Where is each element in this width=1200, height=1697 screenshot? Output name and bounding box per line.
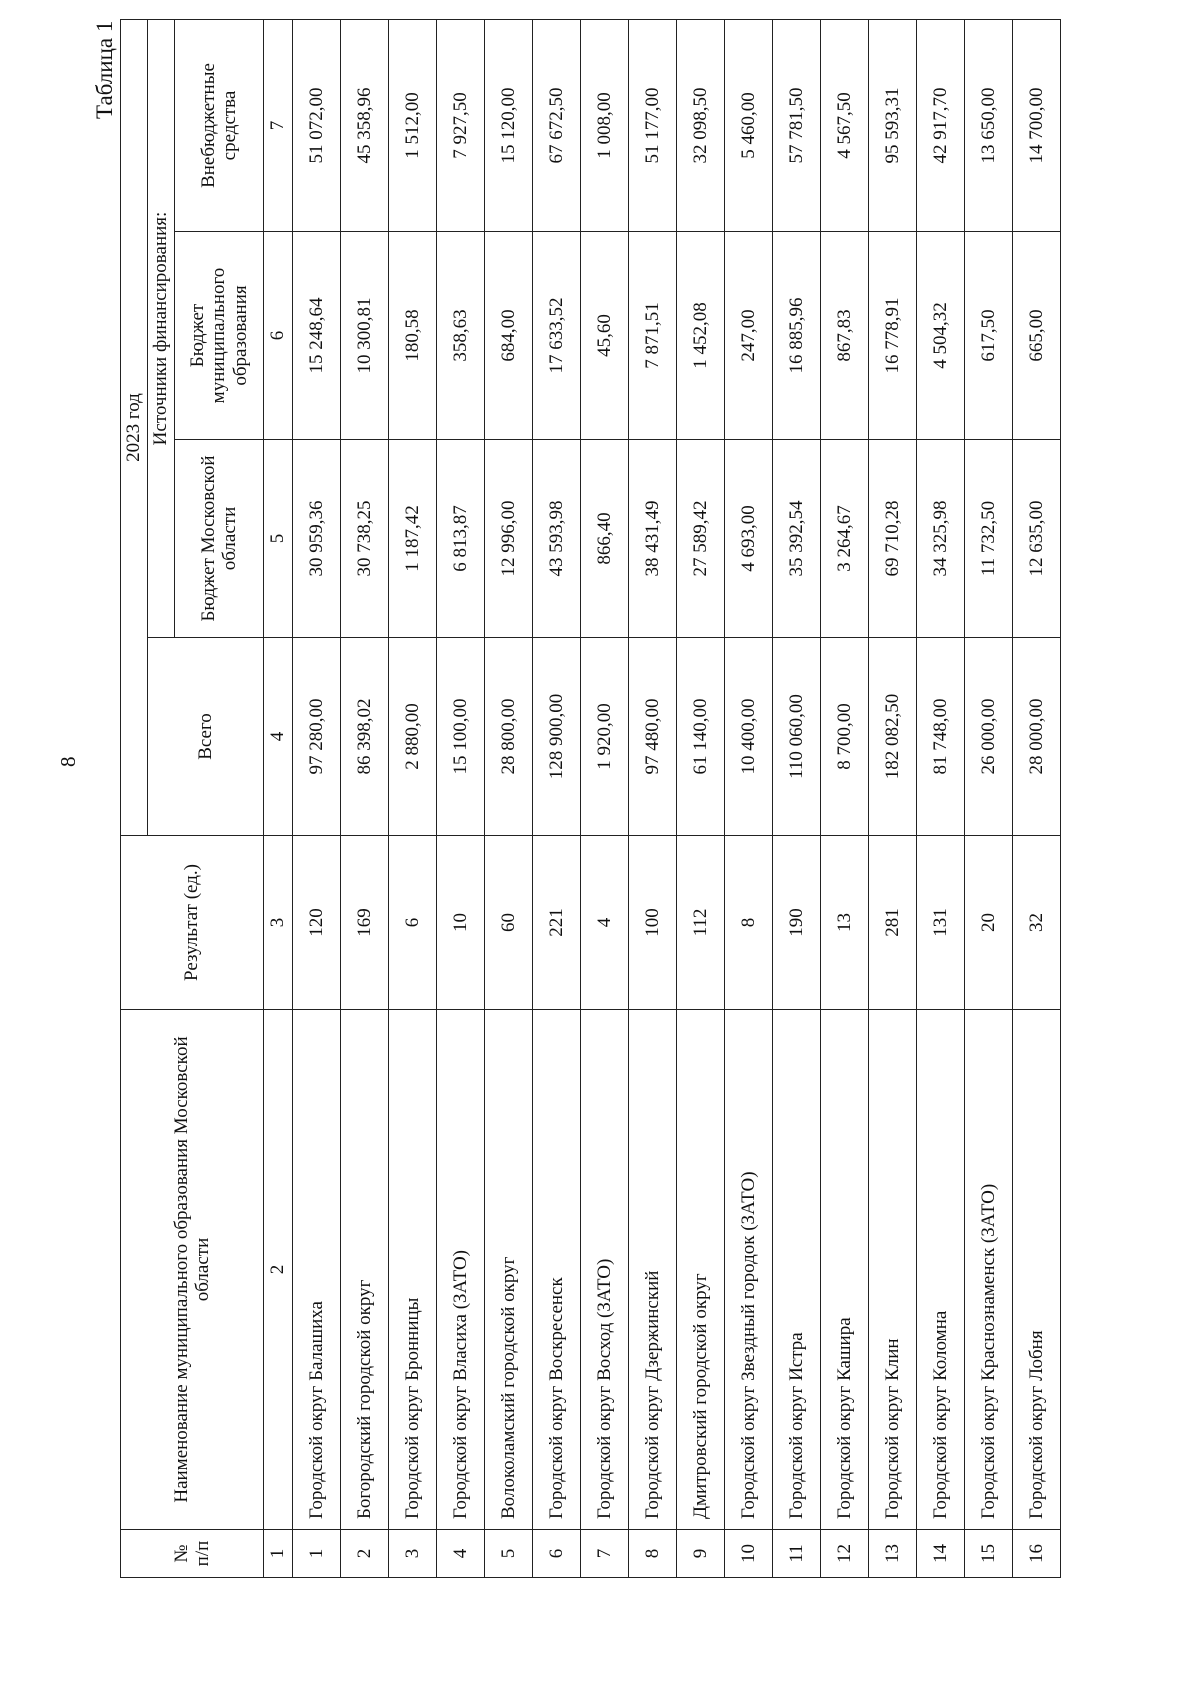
row-number: 16 xyxy=(1013,1530,1061,1578)
municipality-name: Городской округ Дзержинский xyxy=(629,1010,677,1530)
budget-mo-value: 1 187,42 xyxy=(389,440,437,638)
budget-mo-value: 35 392,54 xyxy=(773,440,821,638)
total-value: 81 748,00 xyxy=(917,638,965,836)
result-value: 221 xyxy=(533,836,581,1010)
municipality-name: Городской округ Воскресенск xyxy=(533,1010,581,1530)
table-row xyxy=(917,19,965,1577)
header-total: Всего xyxy=(148,638,264,836)
table-row xyxy=(437,19,485,1577)
result-value: 4 xyxy=(581,836,629,1010)
row-number: 1 xyxy=(293,1530,341,1578)
budget-mo-value: 69 710,28 xyxy=(869,440,917,638)
budget-mun-value: 180,58 xyxy=(389,232,437,440)
extra-value: 1 008,00 xyxy=(581,19,629,231)
budget-mun-value: 4 504,32 xyxy=(917,232,965,440)
budget-mo-value: 30 959,36 xyxy=(293,440,341,638)
header-sources: Источники финансирования: xyxy=(148,19,175,637)
municipality-name: Городской округ Клин xyxy=(869,1010,917,1530)
budget-mo-value: 43 593,98 xyxy=(533,440,581,638)
header-year: 2023 год xyxy=(121,19,148,835)
header-result: Результат (ед.) xyxy=(121,836,264,1010)
header-budget-mun: Бюджет муниципального образования xyxy=(175,232,264,440)
extra-value: 42 917,70 xyxy=(917,19,965,231)
budget-mun-value: 867,83 xyxy=(821,232,869,440)
header-budget-mo: Бюджет Московской области xyxy=(175,440,264,638)
table-row xyxy=(533,19,581,1577)
financing-table xyxy=(120,19,1061,1578)
extra-value: 4 567,50 xyxy=(821,19,869,231)
extra-value: 51 177,00 xyxy=(629,19,677,231)
row-number: 5 xyxy=(485,1530,533,1578)
municipality-name: Городской округ Восход (ЗАТО) xyxy=(581,1010,629,1530)
budget-mo-value: 6 813,87 xyxy=(437,440,485,638)
table-caption: Таблица 1 xyxy=(92,20,117,119)
budget-mo-value: 27 589,42 xyxy=(677,440,725,638)
extra-value: 5 460,00 xyxy=(725,19,773,231)
budget-mun-value: 17 633,52 xyxy=(533,232,581,440)
page-number: 8 xyxy=(56,756,80,767)
result-value: 190 xyxy=(773,836,821,1010)
result-value: 20 xyxy=(965,836,1013,1010)
budget-mun-value: 16 885,96 xyxy=(773,232,821,440)
extra-value: 13 650,00 xyxy=(965,19,1013,231)
extra-value: 67 672,50 xyxy=(533,19,581,231)
row-number: 7 xyxy=(581,1530,629,1578)
total-value: 182 082,50 xyxy=(869,638,917,836)
result-value: 6 xyxy=(389,836,437,1010)
municipality-name: Городской округ Звездный городок (ЗАТО) xyxy=(725,1010,773,1530)
total-value: 10 400,00 xyxy=(725,638,773,836)
budget-mo-value: 12 996,00 xyxy=(485,440,533,638)
municipality-name: Городской округ Балашиха xyxy=(293,1010,341,1530)
result-value: 169 xyxy=(341,836,389,1010)
total-value: 28 000,00 xyxy=(1013,638,1061,836)
total-value: 26 000,00 xyxy=(965,638,1013,836)
row-number: 14 xyxy=(917,1530,965,1578)
row-number: 11 xyxy=(773,1530,821,1578)
total-value: 61 140,00 xyxy=(677,638,725,836)
extra-value: 7 927,50 xyxy=(437,19,485,231)
table-row xyxy=(821,19,869,1577)
budget-mo-value: 34 325,98 xyxy=(917,440,965,638)
municipality-name: Городской округ Краснознаменск (ЗАТО) xyxy=(965,1010,1013,1530)
table-row xyxy=(389,19,437,1577)
result-value: 13 xyxy=(821,836,869,1010)
budget-mun-value: 10 300,81 xyxy=(341,232,389,440)
total-value: 2 880,00 xyxy=(389,638,437,836)
table-row xyxy=(869,19,917,1577)
extra-value: 45 358,96 xyxy=(341,19,389,231)
header-num: № п/п xyxy=(121,1530,264,1578)
result-value: 10 xyxy=(437,836,485,1010)
row-number: 15 xyxy=(965,1530,1013,1578)
municipality-name: Городской округ Коломна xyxy=(917,1010,965,1530)
header-name: Наименование муниципального образования Московской области xyxy=(121,1010,264,1530)
result-value: 120 xyxy=(293,836,341,1010)
result-value: 112 xyxy=(677,836,725,1010)
result-value: 281 xyxy=(869,836,917,1010)
budget-mo-value: 866,40 xyxy=(581,440,629,638)
total-value: 97 480,00 xyxy=(629,638,677,836)
budget-mo-value: 12 635,00 xyxy=(1013,440,1061,638)
budget-mun-value: 45,60 xyxy=(581,232,629,440)
column-index: 4 xyxy=(264,638,293,836)
row-number: 13 xyxy=(869,1530,917,1578)
extra-value: 32 098,50 xyxy=(677,19,725,231)
budget-mo-value: 3 264,67 xyxy=(821,440,869,638)
municipality-name: Дмитровский городской округ xyxy=(677,1010,725,1530)
budget-mun-value: 1 452,08 xyxy=(677,232,725,440)
column-index: 2 xyxy=(264,1010,293,1530)
budget-mun-value: 684,00 xyxy=(485,232,533,440)
row-number: 9 xyxy=(677,1530,725,1578)
municipality-name: Богородский городской округ xyxy=(341,1010,389,1530)
municipality-name: Городской округ Кашира xyxy=(821,1010,869,1530)
extra-value: 57 781,50 xyxy=(773,19,821,231)
municipality-name: Волоколамский городской округ xyxy=(485,1010,533,1530)
result-value: 60 xyxy=(485,836,533,1010)
budget-mun-value: 16 778,91 xyxy=(869,232,917,440)
column-index: 7 xyxy=(264,19,293,231)
municipality-name: Городской округ Истра xyxy=(773,1010,821,1530)
budget-mun-value: 617,50 xyxy=(965,232,1013,440)
extra-value: 95 593,31 xyxy=(869,19,917,231)
table-row xyxy=(677,19,725,1577)
total-value: 28 800,00 xyxy=(485,638,533,836)
total-value: 8 700,00 xyxy=(821,638,869,836)
budget-mo-value: 30 738,25 xyxy=(341,440,389,638)
table-row xyxy=(773,19,821,1577)
column-index-row xyxy=(264,19,293,1577)
table-row xyxy=(1013,19,1061,1577)
budget-mun-value: 665,00 xyxy=(1013,232,1061,440)
extra-value: 1 512,00 xyxy=(389,19,437,231)
budget-mo-value: 4 693,00 xyxy=(725,440,773,638)
table-row xyxy=(581,19,629,1577)
table-row xyxy=(485,19,533,1577)
column-index: 1 xyxy=(264,1530,293,1578)
budget-mun-value: 358,63 xyxy=(437,232,485,440)
row-number: 2 xyxy=(341,1530,389,1578)
row-number: 10 xyxy=(725,1530,773,1578)
row-number: 4 xyxy=(437,1530,485,1578)
table-row xyxy=(965,19,1013,1577)
row-number: 3 xyxy=(389,1530,437,1578)
budget-mun-value: 247,00 xyxy=(725,232,773,440)
table-body xyxy=(264,19,1061,1577)
total-value: 110 060,00 xyxy=(773,638,821,836)
column-index: 5 xyxy=(264,440,293,638)
municipality-name: Городской округ Власиха (ЗАТО) xyxy=(437,1010,485,1530)
header-extra: Внебюджетные средства xyxy=(175,19,264,231)
budget-mo-value: 38 431,49 xyxy=(629,440,677,638)
row-number: 6 xyxy=(533,1530,581,1578)
row-number: 12 xyxy=(821,1530,869,1578)
table-row xyxy=(293,19,341,1577)
total-value: 128 900,00 xyxy=(533,638,581,836)
extra-value: 14 700,00 xyxy=(1013,19,1061,231)
table-row xyxy=(725,19,773,1577)
municipality-name: Городской округ Бронницы xyxy=(389,1010,437,1530)
result-value: 8 xyxy=(725,836,773,1010)
column-index: 3 xyxy=(264,836,293,1010)
result-value: 32 xyxy=(1013,836,1061,1010)
total-value: 97 280,00 xyxy=(293,638,341,836)
result-value: 131 xyxy=(917,836,965,1010)
total-value: 15 100,00 xyxy=(437,638,485,836)
extra-value: 51 072,00 xyxy=(293,19,341,231)
table-row xyxy=(629,19,677,1577)
result-value: 100 xyxy=(629,836,677,1010)
row-number: 8 xyxy=(629,1530,677,1578)
municipality-name: Городской округ Лобня xyxy=(1013,1010,1061,1530)
extra-value: 15 120,00 xyxy=(485,19,533,231)
total-value: 1 920,00 xyxy=(581,638,629,836)
budget-mo-value: 11 732,50 xyxy=(965,440,1013,638)
total-value: 86 398,02 xyxy=(341,638,389,836)
budget-mun-value: 7 871,51 xyxy=(629,232,677,440)
budget-mun-value: 15 248,64 xyxy=(293,232,341,440)
table-row xyxy=(341,19,389,1577)
financing-table-wrap xyxy=(120,20,1061,1578)
column-index: 6 xyxy=(264,232,293,440)
